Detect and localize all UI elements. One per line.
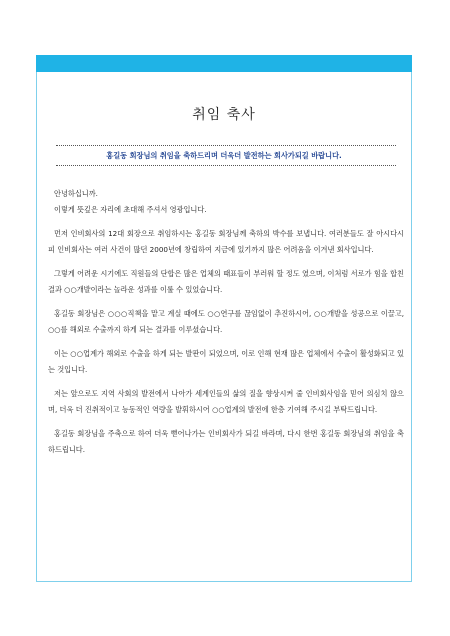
paragraph-thanks: 이렇게 뜻깊은 자리에 초대해 주셔서 영광입니다. [54, 204, 207, 214]
paragraph-achievements: 홍길동 회장님은 ○○○직책을 맡고 계실 때에도 ○○연구를 끊임없이 추진하시어, ○○개발을 성공으로 이끌고, ○○를 해외로 수출까지 하게 되는 결과를 이루셨습니다. [48, 309, 404, 334]
paragraph-congratulations: 먼저 인비회사의 12대 회장으로 취임하시는 홍길동 회장님께 축하의 박수를 보냅니다. 여러분들도 잘 아시다시피 인비회사는 여러 사건이 많던 2000년에 창립하여 지금에 있기까지 많은 어려움을 이겨낸 회사입니다. [48, 229, 404, 254]
paragraph-closing: 홍길동 회장님을 주축으로 하여 더욱 뻗어나가는 인비회사가 되길 바라며, 다시 한번 홍길동 회장님의 취임을 축하드립니다. [48, 429, 404, 454]
paragraph-future-wishes: 저는 앞으로도 지역 사회의 발전에서 나아가 세계인들의 삶의 질을 향상시켜 줄 인비회사임을 믿어 의심치 않으며, 더욱 더 진취적이고 능동적인 역량을 발휘하시어 ○○업계의 발전에 한층 기여해 주시길 부탁드립니다. [48, 389, 404, 414]
document-title: 취임 축사 [192, 107, 256, 123]
divider-bottom [56, 165, 396, 166]
paragraph-export-impact: 이는 ○○업계가 해외로 수출을 하게 되는 발판이 되었으며, 이로 인해 현재 많은 업체에서 수출이 활성화되고 있는 것입니다. [48, 349, 404, 374]
header-bar [36, 55, 412, 72]
document-subtitle: 홍길동 회장님의 취임을 축하드리며 더욱더 발전하는 회사가되길 바랍니다. [106, 151, 342, 160]
document-body [48, 186, 404, 466]
paragraph-greeting: 안녕하십니까. [54, 189, 98, 198]
paragraph-company-history: 그렇게 어려운 시기에도 직원들의 단합은 많은 업체의 때표들이 부러워 할 정도 였으며, 이처럼 서로가 힘을 합친 결과 ○○개발이라는 놀라운 성과를 이룰 수 있었습니다. [48, 269, 404, 294]
divider-top [56, 145, 396, 146]
